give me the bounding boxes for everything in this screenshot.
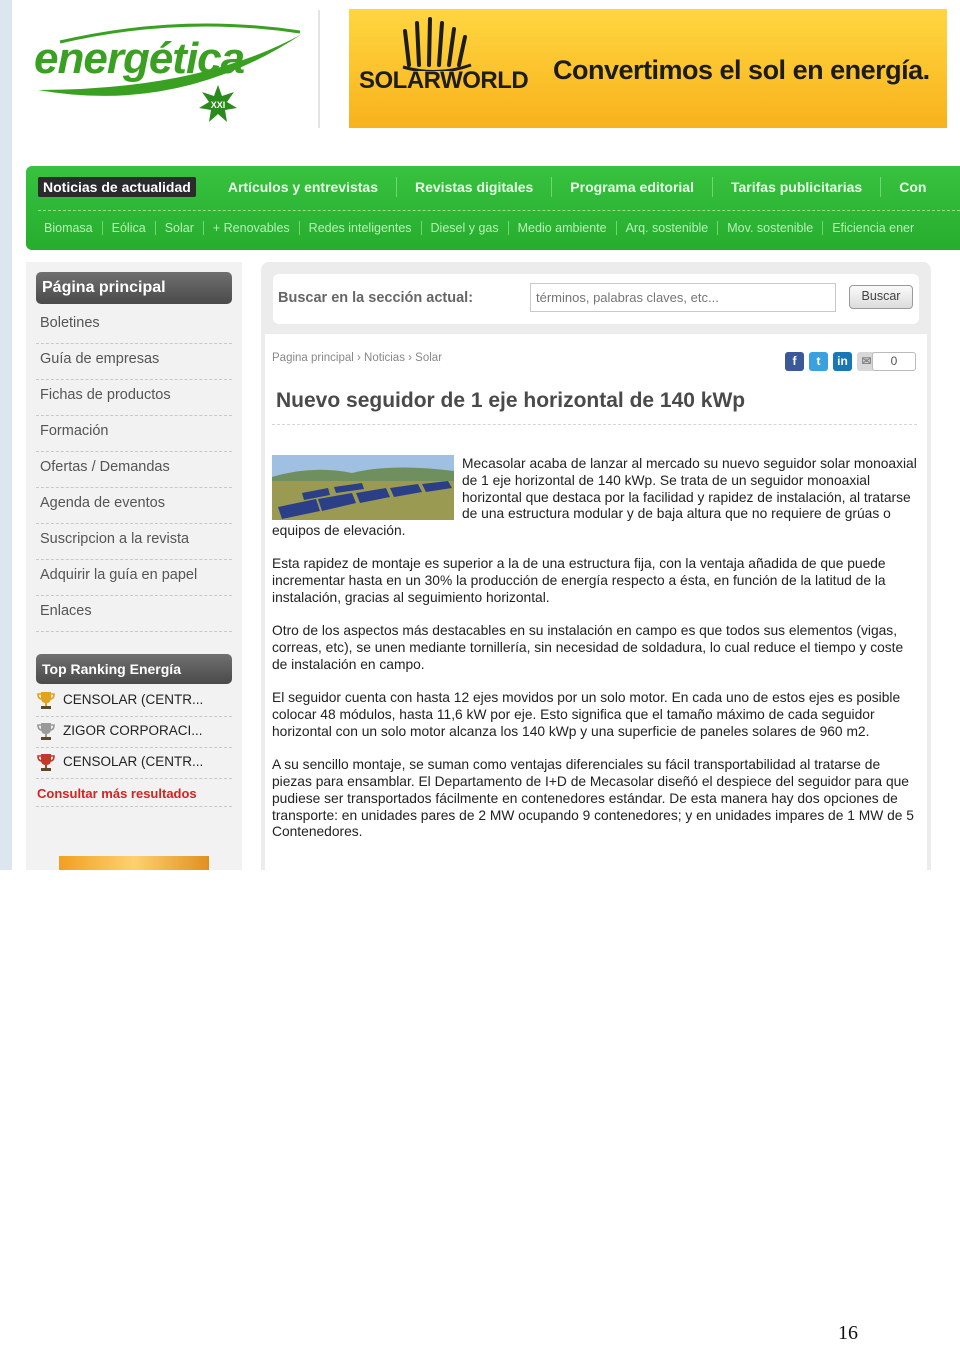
- nav-item[interactable]: Programa editorial: [570, 177, 713, 197]
- ranking-name: ZIGOR CORPORACI...: [63, 723, 203, 738]
- sun-rays-icon: [397, 15, 477, 71]
- banner-brand: SOLARWORLD: [359, 67, 529, 94]
- category-nav-item[interactable]: + Renovables: [213, 221, 300, 235]
- sidebar-link[interactable]: Fichas de productos: [36, 380, 232, 416]
- linkedin-icon[interactable]: in: [833, 352, 852, 371]
- header-divider: [318, 10, 320, 128]
- sidebar-heading-ranking[interactable]: Top Ranking Energía: [36, 654, 232, 684]
- twitter-icon[interactable]: t: [809, 352, 828, 371]
- article-paragraph: A su sencillo montaje, se suman como ventajas diferenciales su fácil transportabilidad al tratarse de piezas para ensamblar. El Departamento de I+D de Mecasolar diseñó el despiece del seguidor para que pudiese ser transportados fácilmente en contenedores estándar. De esta manera hay dos opciones de transporte: en unidades pares de 2 MW ocupando 9 contenedores; y en unidades impares de 1 MW de 5 Contenedores.: [272, 757, 914, 840]
- article-container: [265, 334, 927, 870]
- logo-star-badge-icon: [198, 84, 238, 124]
- sidebar-link[interactable]: Adquirir la guía en papel: [36, 560, 232, 596]
- category-nav-item[interactable]: Eólica: [112, 221, 156, 235]
- category-nav-item[interactable]: Redes inteligentes: [309, 221, 422, 235]
- sidebar-link[interactable]: Boletines: [36, 308, 232, 344]
- category-nav-item[interactable]: Diesel y gas: [431, 221, 509, 235]
- ranking-name: CENSOLAR (CENTR...: [63, 754, 204, 769]
- ranking-item[interactable]: [36, 686, 232, 717]
- breadcrumb[interactable]: Pagina principal › Noticias › Solar: [272, 352, 443, 364]
- share-count: 0: [872, 352, 916, 371]
- main-navigation: [26, 166, 960, 250]
- search-label: Buscar en la sección actual:: [278, 290, 474, 306]
- sidebar-ad[interactable]: [59, 856, 209, 870]
- nav-divider: [38, 210, 960, 211]
- search-button[interactable]: Buscar: [849, 285, 913, 309]
- sidebar-link[interactable]: Guía de empresas: [36, 344, 232, 380]
- ranking-name: CENSOLAR (CENTR...: [63, 692, 204, 707]
- ranking-item[interactable]: [36, 748, 232, 779]
- nav-item[interactable]: Revistas digitales: [415, 177, 552, 197]
- category-nav-item[interactable]: Mov. sostenible: [727, 221, 823, 235]
- nav-item[interactable]: Noticias de actualidad: [38, 177, 196, 197]
- article-paragraph: Esta rapidez de montaje es superior a la de una estructura fija, con la ventaja añadida de que puede incrementar hasta en un 30% la producción de energía respecto a ésta, en función de la latitud de la instalación, gracias al seguimiento horizontal.: [272, 556, 886, 606]
- silver-trophy-icon: [36, 721, 56, 741]
- banner-slogan: Convertimos el sol en energía.: [553, 55, 930, 85]
- solarworld-banner-ad[interactable]: [349, 9, 947, 128]
- gold-trophy-icon: [36, 690, 56, 710]
- category-nav-item[interactable]: Eficiencia ener: [832, 221, 915, 235]
- sidebar-divider: [36, 806, 232, 807]
- logo-wordmark: energética: [34, 34, 245, 83]
- ranking-item[interactable]: [36, 717, 232, 748]
- facebook-icon[interactable]: f: [785, 352, 804, 371]
- category-nav-item[interactable]: Biomasa: [44, 221, 103, 235]
- category-nav-item[interactable]: Medio ambiente: [518, 221, 617, 235]
- category-nav-item[interactable]: Arq. sostenible: [626, 221, 719, 235]
- nav-item[interactable]: Artículos y entrevistas: [228, 177, 397, 197]
- email-icon[interactable]: ✉: [857, 352, 876, 371]
- sidebar-link[interactable]: Ofertas / Demandas: [36, 452, 232, 488]
- sidebar: [26, 262, 242, 870]
- site-logo[interactable]: [30, 20, 310, 120]
- sidebar-link[interactable]: Formación: [36, 416, 232, 452]
- main-panel: [261, 262, 931, 870]
- more-results-link[interactable]: Consultar más resultados: [37, 786, 197, 801]
- window-edge: [0, 0, 12, 870]
- nav-item[interactable]: Con: [899, 179, 927, 195]
- sidebar-link[interactable]: Agenda de eventos: [36, 488, 232, 524]
- category-nav: [44, 221, 932, 235]
- nav-item[interactable]: Tarifas publicitarias: [731, 177, 881, 197]
- article-paragraph: Otro de los aspectos más destacables en su instalación en campo es que todos sus elementos (vigas, correas, etc), se unen mediante tornillería, sin necesidad de soldadura, lo cual reduce el tiempo y coste de instalación en campo.: [272, 623, 904, 672]
- sidebar-heading-main[interactable]: Página principal: [36, 272, 232, 304]
- category-nav-item[interactable]: Solar: [165, 221, 204, 235]
- article-body: [272, 456, 917, 858]
- article-title: Nuevo seguidor de 1 eje horizontal de 140 kWp: [276, 389, 746, 412]
- logo-badge-text: XXI: [210, 100, 226, 110]
- primary-nav: [38, 176, 960, 198]
- article-paragraph: Mecasolar acaba de lanzar al mercado su nuevo seguidor solar monoaxial de 1 eje horizontal de 140 kWp. Se trata de un seguidor monoaxial horizontal que destaca por la facilidad y rapidez de instalación, al tratarse de una estructura modular y de baja altura que no requiere de grúas o equipos de elevación.: [272, 456, 917, 539]
- bronze-trophy-icon: [36, 752, 56, 772]
- article-paragraph: El seguidor cuenta con hasta 12 ejes movidos por un solo motor. En cada uno de estos ejes es posible colocar 48 módulos, hasta 11,6 kW por eje. Esto significa que el tamaño máximo de cada seguidor horizontal con un solo motor alcanza los 140 kWp y una superficie de paneles solares de 960 m2.: [272, 690, 901, 739]
- section-search: [273, 274, 919, 324]
- photo-spacer: [272, 456, 462, 522]
- sidebar-link[interactable]: Enlaces: [36, 596, 232, 632]
- sidebar-link[interactable]: Suscripcion a la revista: [36, 524, 232, 560]
- title-divider: [272, 424, 917, 425]
- page-number: 16: [838, 1322, 858, 1344]
- search-input[interactable]: [530, 283, 836, 312]
